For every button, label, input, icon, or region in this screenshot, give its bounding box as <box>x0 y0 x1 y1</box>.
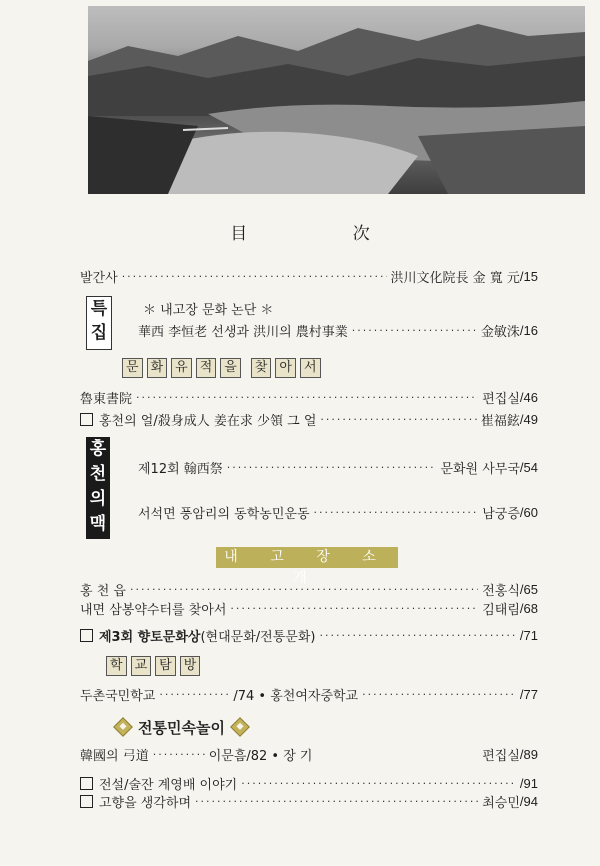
toc-entry-donghak[interactable] <box>138 503 538 521</box>
toc-entry-culture-award[interactable] <box>80 626 538 644</box>
hometown-intro-banner: 내 고 장 소 개 <box>216 547 398 568</box>
heading-char: 적 <box>196 358 217 378</box>
entry-page: /71 <box>519 627 538 643</box>
leader-dots <box>230 602 478 615</box>
entry-title: 내면 삼봉약수터를 찾아서 <box>80 602 227 618</box>
heritage-section-heading <box>122 358 321 378</box>
leader-dots <box>159 688 229 701</box>
leader-dots <box>362 688 516 701</box>
toc-entry-nodong[interactable] <box>80 388 538 406</box>
school-visit-heading <box>106 656 200 676</box>
heading-char: 문 <box>122 358 143 378</box>
entry-page: /65 <box>519 581 538 597</box>
entry-title: 두촌국민학교 <box>80 688 156 704</box>
entry-title: 홍천의 얼/殺身成人 姜在求 少領 그 얼 <box>99 413 317 429</box>
checkbox-icon <box>80 413 93 426</box>
leader-dots <box>320 413 477 426</box>
leader-dots <box>241 777 516 790</box>
special-feature-heading: ＊ 내고장 문화 논단 ＊ <box>143 303 274 318</box>
leader-dots <box>314 506 479 519</box>
entry-title-rest: (현대문화/전통문화) <box>200 629 316 645</box>
heading-char: 을 <box>220 358 241 378</box>
entry-page: /60 <box>519 504 538 520</box>
diamond-icon <box>230 717 250 737</box>
entry-title: 고향을 생각하며 <box>99 795 192 811</box>
entry-page: /91 <box>519 775 538 791</box>
entry-author: 문화원 사무국 <box>440 461 520 477</box>
leader-dots <box>136 391 478 404</box>
entry-title: 魯東書院 <box>80 391 133 407</box>
toc-entry-hometown[interactable] <box>80 792 538 810</box>
heading-char: 교 <box>131 656 152 676</box>
entry-page: /54 <box>519 459 538 475</box>
entry-author: 최승민 <box>482 795 520 811</box>
vein-label-char: 천 <box>89 464 107 484</box>
leader-dots <box>352 324 477 337</box>
entry-page-a: /74 • 홍천여자중학교 <box>233 688 359 704</box>
leader-dots <box>195 795 478 808</box>
vein-label-char: 홍 <box>89 439 107 459</box>
toc-entry-sambong[interactable] <box>80 599 538 617</box>
entry-author: 편집실 <box>482 748 520 764</box>
entry-title: 홍 천 읍 <box>80 583 126 599</box>
checkbox-icon <box>80 777 93 790</box>
diamond-icon <box>113 717 133 737</box>
leader-dots <box>130 583 478 596</box>
entry-author: 전홍식 <box>482 583 520 599</box>
leader-dots <box>153 748 205 761</box>
entry-title: 전설/술잔 계영배 이야기 <box>99 777 238 793</box>
entry-author: 편집실 <box>482 391 520 407</box>
toc-entry-legend[interactable] <box>80 774 538 792</box>
heading-char: 방 <box>180 656 201 676</box>
toc-entry-hwaseo[interactable] <box>138 321 538 339</box>
entry-title: 제12회 翰西祭 <box>138 461 223 477</box>
entry-author: 洪川文化院長 金 寬 元 <box>390 270 520 286</box>
folk-heading-text: 전통민속놀이 <box>138 718 225 737</box>
entry-page: /94 <box>519 793 538 809</box>
entry-author: 김태림 <box>482 602 520 618</box>
checkbox-icon <box>80 795 93 808</box>
heading-char: 탐 <box>155 656 176 676</box>
vein-label-char: 맥 <box>89 514 107 534</box>
leader-dots <box>319 629 515 642</box>
entry-page: /89 <box>519 746 538 762</box>
special-label-char: 특 <box>90 299 108 319</box>
folk-games-heading <box>108 716 255 738</box>
entry-author-a: 이문흠/82 • 장 기 <box>208 748 313 764</box>
entry-page: /49 <box>519 411 538 427</box>
vein-label-char: 의 <box>89 489 107 509</box>
entry-title: 발간사 <box>80 270 118 286</box>
toc-entry-hanseoje[interactable] <box>138 458 538 476</box>
entry-title: 華西 李恒老 선생과 洪川의 農村事業 <box>138 324 348 340</box>
heading-char: 유 <box>171 358 192 378</box>
hongcheon-vein-label <box>86 437 110 539</box>
checkbox-icon <box>80 629 93 642</box>
leader-dots <box>227 461 437 474</box>
entry-page: /68 <box>519 600 538 616</box>
toc-entry-spirit[interactable] <box>80 410 538 428</box>
heading-char: 서 <box>300 358 321 378</box>
special-label-char: 집 <box>90 323 108 343</box>
special-feature-label <box>86 296 112 350</box>
entry-author: 崔福鉉 <box>480 413 520 429</box>
toc-entry-preface[interactable] <box>80 267 538 285</box>
landscape-photo <box>88 6 585 194</box>
toc-entry-hongcheon-eup[interactable] <box>80 580 538 598</box>
entry-title: 韓國의 弓道 <box>80 748 149 764</box>
entry-title-bold: 제3회 향토문화상 <box>99 629 201 645</box>
entry-author: 남궁증 <box>482 506 520 522</box>
entry-title: 서석면 풍암리의 동학농민운동 <box>138 506 310 522</box>
heading-char: 아 <box>275 358 296 378</box>
entry-page: /46 <box>519 389 538 405</box>
heading-char: 찾 <box>251 358 272 378</box>
entry-page: /77 <box>519 686 538 702</box>
entry-page: /15 <box>519 268 538 284</box>
entry-page: /16 <box>519 322 538 338</box>
entry-author: 金敏洙 <box>480 324 520 340</box>
toc-entry-schools[interactable] <box>80 685 538 703</box>
heading-char: 화 <box>147 358 168 378</box>
toc-title: 目 次 <box>230 224 420 244</box>
leader-dots <box>122 270 387 283</box>
heading-char: 학 <box>106 656 127 676</box>
toc-entry-archery[interactable] <box>80 745 538 763</box>
